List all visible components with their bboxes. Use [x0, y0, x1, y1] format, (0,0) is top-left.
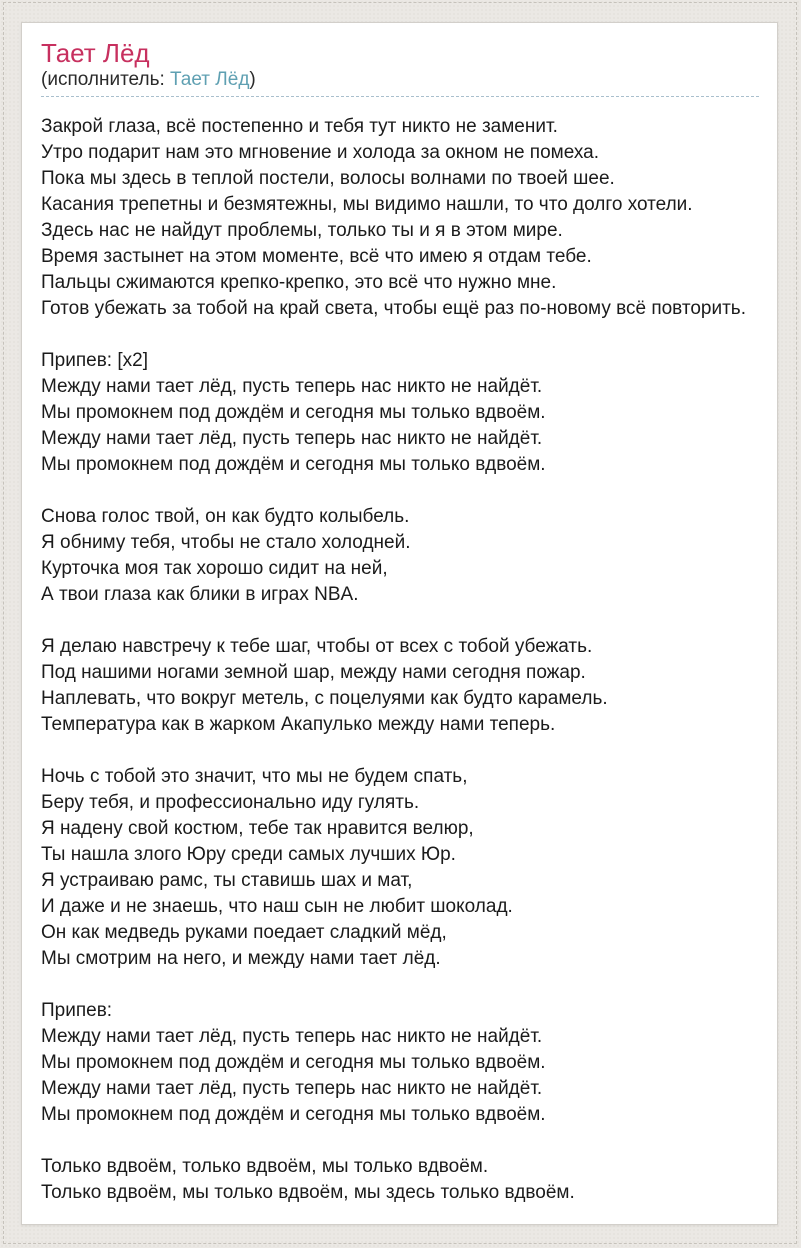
lyric-line: Только вдвоём, только вдвоём, мы только вдвоём. — [41, 1156, 489, 1177]
lyric-line: Под нашими ногами земной шар, между нами сегодня пожар. — [41, 662, 586, 683]
lyric-line: Утро подарит нам это мгновение и холода за окном не помеха. — [41, 142, 599, 163]
lyric-line: Пока мы здесь в теплой постели, волосы волнами по твоей шее. — [41, 168, 615, 189]
page-title: Тает Лёд — [41, 38, 150, 68]
lyric-line: Припев: [x2] — [41, 350, 148, 371]
lyric-line: Время застынет на этом моменте, всё что имею я отдам тебе. — [41, 246, 592, 267]
lyric-line: Я обниму тебя, чтобы не стало холодней. — [41, 532, 411, 553]
lyric-line: Мы промокнем под дождём и сегодня мы только вдвоём. — [41, 1104, 546, 1125]
lyric-line: Мы промокнем под дождём и сегодня мы только вдвоём. — [41, 1052, 546, 1073]
lyric-line: Я делаю навстречу к тебе шаг, чтобы от всех с тобой убежать. — [41, 636, 593, 657]
lyric-line: Между нами тает лёд, пусть теперь нас никто не найдёт. — [41, 428, 543, 449]
lyric-line: Закрой глаза, всё постепенно и тебя тут никто не заменит. — [41, 116, 558, 137]
stanza-verse-3 — [41, 634, 759, 738]
lyric-line: Между нами тает лёд, пусть теперь нас никто не найдёт. — [41, 1078, 543, 1099]
lyric-line: Пальцы сжимаются крепко-крепко, это всё что нужно мне. — [41, 272, 557, 293]
lyric-line: Наплевать, что вокруг метель, с поцелуями как будто карамель. — [41, 688, 608, 709]
lyric-line: Температура как в жарком Акапулько между нами теперь. — [41, 714, 556, 735]
stanza-chorus-2 — [41, 998, 759, 1128]
artist-close-paren: ) — [249, 69, 256, 90]
lyrics-card — [21, 22, 778, 1225]
artist-row — [41, 68, 759, 97]
artist-link[interactable]: Тает Лёд — [170, 69, 250, 90]
stanza-verse-1 — [41, 114, 759, 322]
artist-label: (исполнитель: — [41, 69, 171, 90]
stanza-outro — [41, 1154, 759, 1206]
stanza-chorus-1 — [41, 348, 759, 478]
stanza-verse-2 — [41, 504, 759, 608]
lyric-line: Он как медведь руками поедает сладкий мёд, — [41, 922, 447, 943]
lyric-line: Я надену свой костюм, тебе так нравится велюр, — [41, 818, 474, 839]
lyric-line: А твои глаза как блики в играх NBA. — [41, 584, 359, 605]
lyric-line: Между нами тает лёд, пусть теперь нас никто не найдёт. — [41, 376, 543, 397]
lyric-line: Мы промокнем под дождём и сегодня мы только вдвоём. — [41, 402, 546, 423]
lyric-line: Только вдвоём, мы только вдвоём, мы здесь только вдвоём. — [41, 1182, 575, 1203]
lyric-line: Ночь с тобой это значит, что мы не будем спать, — [41, 766, 468, 787]
lyric-line: Беру тебя, и профессионально иду гулять. — [41, 792, 420, 813]
lyric-line: Я устраиваю рамс, ты ставишь шах и мат, — [41, 870, 413, 891]
lyric-line: Между нами тает лёд, пусть теперь нас никто не найдёт. — [41, 1026, 543, 1047]
lyric-line: Готов убежать за тобой на край света, чтобы ещё раз по-новому всё повторить. — [41, 298, 746, 319]
lyric-line: Мы промокнем под дождём и сегодня мы только вдвоём. — [41, 454, 546, 475]
lyric-line: Припев: — [41, 1000, 113, 1021]
lyric-line: Здесь нас не найдут проблемы, только ты и я в этом мире. — [41, 220, 563, 241]
lyric-line: И даже и не знаешь, что наш сын не любит шоколад. — [41, 896, 513, 917]
lyric-line: Касания трепетны и безмятежны, мы видимо нашли, то что долго хотели. — [41, 194, 693, 215]
lyric-line: Курточка моя так хорошо сидит на ней, — [41, 558, 388, 579]
stanza-verse-4 — [41, 764, 759, 972]
lyric-line: Снова голос твой, он как будто колыбель. — [41, 506, 410, 527]
lyrics-text — [41, 114, 759, 1206]
lyric-line: Ты нашла злого Юру среди самых лучших Юр. — [41, 844, 456, 865]
lyric-line: Мы смотрим на него, и между нами тает лёд. — [41, 948, 441, 969]
